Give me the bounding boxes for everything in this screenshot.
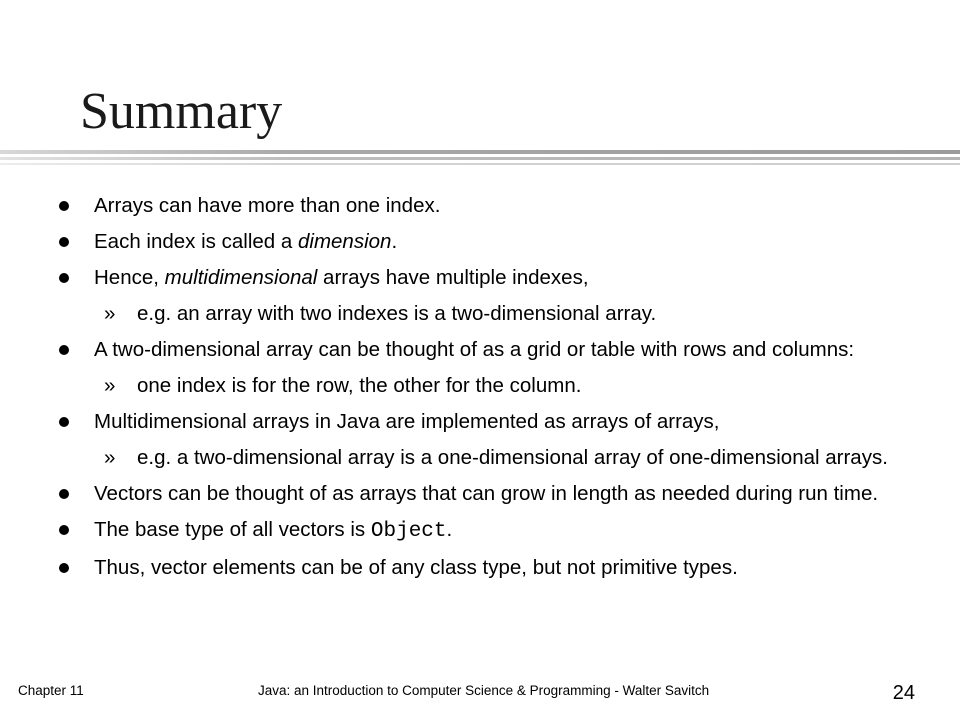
bullet-text: Multidimensional arrays in Java are implemented as arrays of arrays, [94, 410, 720, 433]
bullet-item [56, 555, 916, 581]
sub-bullet-text: one index is for the row, the other for the column. [137, 374, 582, 397]
bullet-text: . [446, 518, 453, 541]
bullet-text: arrays have multiple indexes, [317, 266, 589, 289]
bullet-dot-icon [59, 417, 69, 427]
bullet-text: Arrays can have more than one index. [94, 194, 441, 217]
title-divider-middle [0, 157, 960, 160]
bullet-text: The base type of all vectors is [94, 518, 371, 541]
bullet-item [56, 265, 916, 291]
bullet-item [56, 229, 916, 255]
bullet-text: Thus, vector elements can be of any class type, but not primitive types. [94, 556, 738, 579]
sub-bullet-text: e.g. a two-dimensional array is a one-dimensional array of one-dimensional arrays. [137, 446, 888, 469]
bullet-dot-icon [59, 201, 69, 211]
bullet-emphasis: dimension [297, 230, 392, 253]
title-divider-bottom [0, 163, 960, 165]
bullet-item [56, 481, 916, 507]
bullet-text: A two-dimensional array can be thought of as a grid or table with rows and columns: [94, 338, 855, 361]
sub-bullet-marker: » [104, 302, 116, 325]
page-number: 24 [892, 682, 915, 704]
bullet-item [56, 193, 916, 219]
bullet-item [56, 517, 916, 545]
sub-bullet-marker: » [104, 446, 116, 469]
bullet-text: Vectors can be thought of as arrays that can grow in length as needed during run time. [94, 482, 879, 505]
sub-bullet-item [56, 445, 916, 471]
code-object: Object [370, 520, 447, 543]
bullet-dot-icon [59, 489, 69, 499]
bullet-dot-icon [59, 237, 69, 247]
title-divider-top [0, 150, 960, 154]
footer-book-title: Java: an Introduction to Computer Science & Programming - Walter Savitch [258, 683, 710, 698]
sub-bullet-marker: » [104, 374, 116, 397]
bullet-dot-icon [59, 525, 69, 535]
bullet-text: Hence, [94, 266, 165, 289]
bullet-dot-icon [59, 563, 69, 573]
sub-bullet-item [56, 373, 916, 399]
bullet-dot-icon [59, 345, 69, 355]
bullet-emphasis: multidimensional [164, 266, 318, 289]
bullet-text: . [391, 230, 398, 253]
bullet-list [56, 193, 916, 581]
slide-title: Summary [80, 83, 283, 140]
sub-bullet-text: e.g. an array with two indexes is a two-dimensional array. [137, 302, 657, 325]
footer-chapter: Chapter 11 [18, 683, 84, 698]
bullet-item [56, 337, 916, 363]
sub-bullet-item [56, 301, 916, 327]
bullet-text: Each index is called a [94, 230, 298, 253]
bullet-item [56, 409, 916, 435]
bullet-dot-icon [59, 273, 69, 283]
